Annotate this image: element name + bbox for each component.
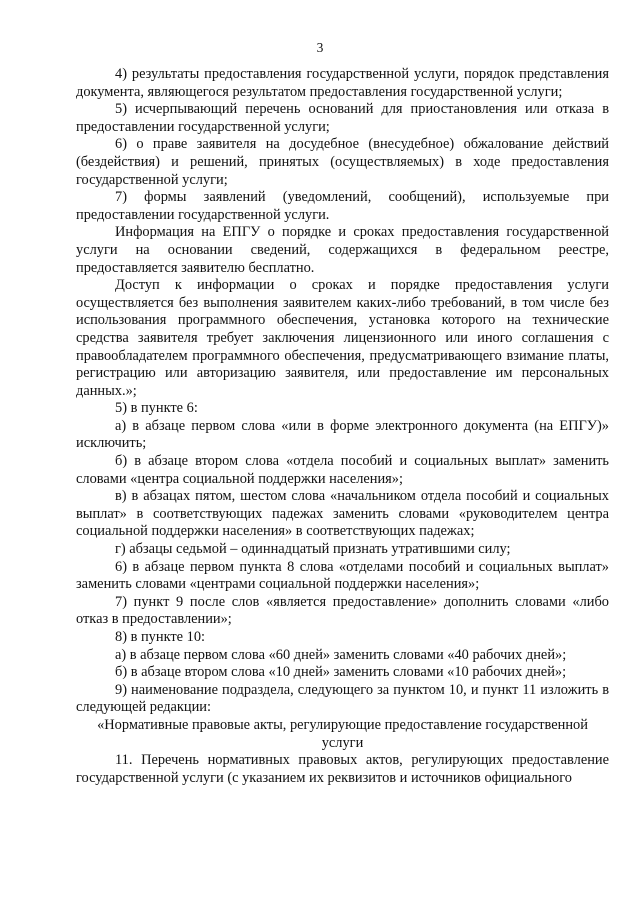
paragraph: 6) о праве заявителя на досудебное (внесудебное) обжалование действий (бездействия) и решений, принятых (осуществляемых) в ходе предоставления государственной услуги; (76, 136, 609, 188)
document-body (76, 66, 609, 787)
paragraph: а) в абзаце первом слова «60 дней» заменить словами «40 рабочих дней»; (115, 646, 567, 663)
paragraph: 4) результаты предоставления государственной услуги, порядок представления документа, являющегося результатом предоставления государственной услуги; (76, 66, 609, 100)
paragraph: 6) в абзаце первом пункта 8 слова «отделами пособий и социальных выплат» заменить словами «центрами социальной поддержки населения»; (76, 558, 609, 593)
paragraph: 5) исчерпывающий перечень оснований для приостановления или отказа в предоставлении государственной услуги; (76, 101, 609, 135)
paragraph: г) абзацы седьмой – одиннадцатый признать утратившими силу; (115, 541, 511, 558)
paragraph: б) в абзаце втором слова «10 дней» заменить словами «10 рабочих дней»; (115, 664, 567, 681)
paragraph: а) в абзаце первом слова «или в форме электронного документа (на ЕПГУ)» исключить; (76, 417, 609, 452)
section-heading: «Нормативные правовые акты, регулирующие предоставление государственной услуги (97, 716, 588, 751)
paragraph: 7) формы заявлений (уведомлений, сообщений), используемые при предоставлении государственной услуги. (76, 189, 609, 223)
paragraph: Доступ к информации о сроках и порядке предоставления услуги осуществляется без выполнения заявителем каких-либо требований, в том числе без использования программного обеспечения, установка которого на технические средства заявителя требует заключения лицензионного или иного соглашения с правообладателем программного обеспечения, предусматривающего взимание платы, регистрацию или авторизацию заявителя, или предоставление им персональных данных.»; (76, 277, 609, 399)
paragraph: в) в абзацах пятом, шестом слова «начальником отдела пособий и социальных выплат» в соответствующих падежах заменить словами «руководителем центра социальной поддержки населения» в соответствующих падежах; (76, 488, 609, 540)
paragraph: б) в абзаце втором слова «отдела пособий и социальных выплат» заменить словами «центра социальной поддержки населения»; (76, 453, 609, 487)
page-number: 3 (316, 40, 324, 55)
paragraph: 8) в пункте 10: (115, 629, 206, 645)
paragraph: Информация на ЕПГУ о порядке и сроках предоставления государственной услуги на основании сведений, содержащихся в федеральном реестре, предоставляется заявителю бесплатно. (76, 224, 609, 276)
paragraph: 7) пункт 9 после слов «является предоставление» дополнить словами «либо отказ в предоставлении»; (76, 593, 609, 628)
paragraph: 9) наименование подраздела, следующего за пунктом 10, и пункт 11 изложить в следующей редакции: (76, 681, 609, 716)
paragraph: 5) в пункте 6: (115, 400, 198, 417)
paragraph: 11. Перечень нормативных правовых актов, регулирующих предоставление государственной услуги (с указанием их реквизитов и источников официального (76, 752, 609, 786)
